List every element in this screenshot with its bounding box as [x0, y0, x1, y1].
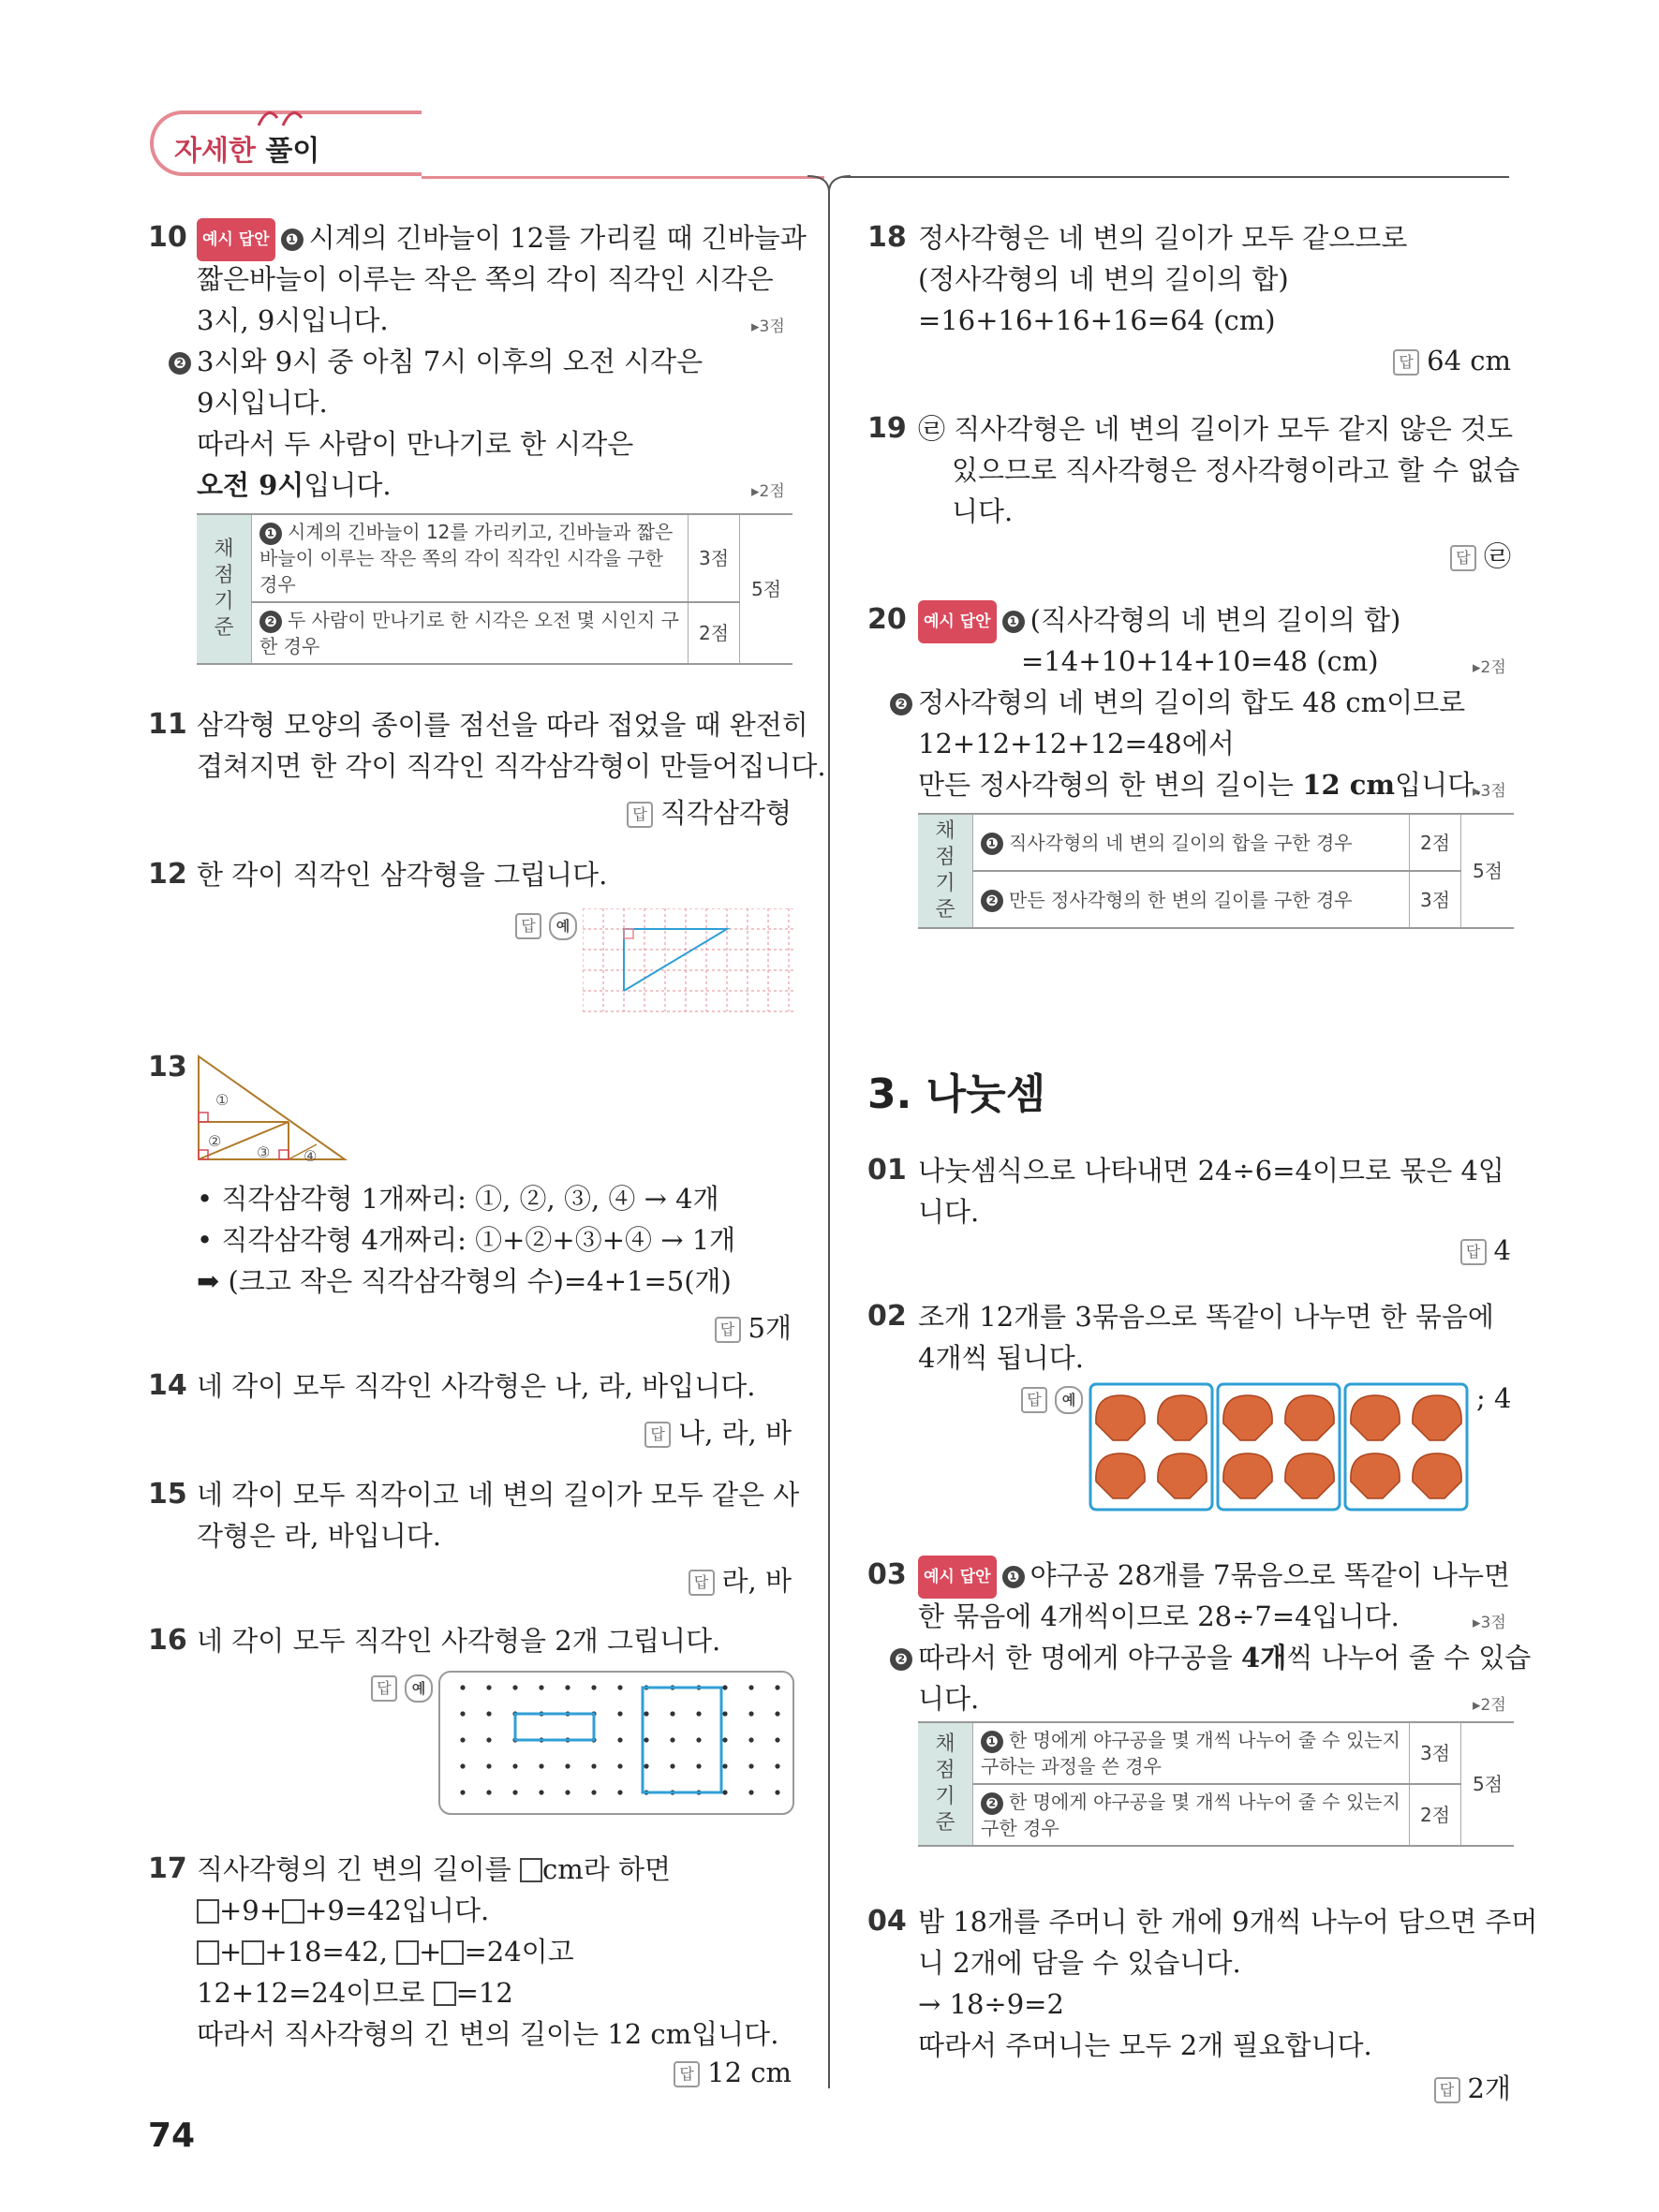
grid-dot: [670, 1711, 674, 1716]
page-number: 74: [148, 2116, 196, 2155]
grid-dot: [460, 1685, 465, 1689]
q15-answer: 답 라, 바: [689, 1560, 792, 1599]
header-decoration-icon: [255, 101, 320, 129]
column-divider: [828, 187, 830, 2088]
grid-dot: [670, 1737, 674, 1742]
grid-dot: [460, 1737, 465, 1742]
q17-line3: + +18=42, + =24이고: [197, 1931, 574, 1972]
question-number: 16: [148, 1624, 187, 1657]
fig-label-2: ②: [208, 1132, 222, 1150]
question-number: 10: [148, 221, 187, 254]
example-answer-tag: 예시 답안: [918, 600, 997, 643]
grid-dot: [512, 1790, 517, 1794]
grid-dot: [748, 1737, 753, 1742]
q17-answer: 답 12 cm: [674, 2057, 792, 2088]
q16-dot-grid: [438, 1671, 794, 1815]
fig-label-4: ④: [304, 1147, 318, 1165]
grid-dot: [617, 1711, 622, 1716]
q20-line3: ❷ 정사각형의 네 변의 길이의 합도 48 cm이므로: [890, 682, 1465, 723]
grid-dot: [748, 1790, 753, 1794]
grid-dot: [539, 1790, 543, 1794]
q19-line3: 니다.: [952, 495, 1014, 527]
question-number: 03: [867, 1558, 907, 1591]
grid-dot: [617, 1790, 622, 1794]
grid-dot: [512, 1685, 517, 1689]
d02-line2: 4개씩 됩니다.: [918, 1342, 1084, 1374]
grid-dot: [591, 1685, 596, 1689]
q10-points1: ▸3점: [751, 317, 785, 336]
question-number: 04: [867, 1905, 907, 1938]
q10-line5: 9시입니다.: [197, 387, 328, 419]
question-number: 02: [867, 1300, 907, 1333]
grid-dot: [486, 1737, 491, 1742]
d02-shell-groups: [1089, 1382, 1473, 1513]
q14-line1: 네 각이 모두 직각인 사각형은 나, 라, 바입니다.: [197, 1370, 756, 1402]
grid-dot: [486, 1685, 491, 1689]
q18-answer: 답 64 cm: [1393, 345, 1511, 376]
grid-dot: [565, 1685, 570, 1689]
example-answer-tag: 예시 답안: [197, 218, 275, 261]
d04-answer: 답 2개: [1434, 2068, 1511, 2106]
q20-line5: 만든 정사각형의 한 변의 길이는 12 cm입니다.: [918, 769, 1483, 801]
q13-triangle-figure: [195, 1053, 350, 1165]
q16-line1: 네 각이 모두 직각인 사각형을 2개 그립니다.: [197, 1625, 721, 1657]
q10-line2: 짧은바늘이 이루는 작은 쪽의 각이 직각인 시각은: [197, 263, 774, 295]
q17-line4: 12+12=24이므로 =12: [197, 1977, 513, 2009]
chapter-title: 3. 나눗셈: [867, 1070, 1046, 1118]
criteria-label: 채점 기준: [918, 814, 973, 928]
d02-answer: ; 4: [1476, 1382, 1512, 1414]
q10-line7: 오전 9시입니다.: [197, 469, 392, 501]
question-number: 15: [148, 1478, 187, 1511]
grid-dot: [722, 1685, 727, 1689]
q20-line1: 예시 답안 ❶ (직사각형의 네 변의 길이의 합): [918, 599, 1400, 643]
question-number: 12: [148, 858, 187, 891]
fig-label-3: ③: [257, 1143, 271, 1161]
d02-answer-label: 답 예: [1021, 1382, 1083, 1414]
d01-line2: 니다.: [918, 1196, 980, 1228]
q10-line1: 예시 답안 ❶ 시계의 긴바늘이 12를 가리킬 때 긴바늘과: [197, 217, 807, 261]
question-number: 01: [867, 1154, 907, 1187]
d03-points1: ▸3점: [1473, 1614, 1506, 1632]
shell-icon: [1223, 1395, 1272, 1440]
grid-dot: [539, 1685, 543, 1689]
question-number: 17: [148, 1852, 187, 1885]
shell-icon: [1413, 1453, 1461, 1498]
question-number: 14: [148, 1369, 187, 1402]
grid-dot: [644, 1711, 648, 1716]
d03-line1: 예시 답안 ❶ 야구공 28개를 7묶음으로 똑같이 나누면: [918, 1555, 1510, 1599]
grid-dot: [775, 1685, 779, 1689]
grid-dot: [644, 1763, 648, 1768]
grid-dot: [617, 1763, 622, 1768]
grid-dot: [775, 1790, 779, 1794]
q14-answer: 답 나, 라, 바: [644, 1412, 792, 1451]
q11-line1: 삼각형 모양의 종이를 점선을 따라 접었을 때 완전히: [197, 709, 808, 741]
grid-dot: [617, 1685, 622, 1689]
q17-line5: 따라서 직사각형의 긴 변의 길이는 12 cm입니다.: [197, 2018, 779, 2050]
shell-icon: [1158, 1453, 1207, 1498]
shell-icon: [1285, 1395, 1334, 1440]
grid-dot: [486, 1763, 491, 1768]
shell-icon: [1223, 1453, 1272, 1498]
q19-line2: 있으므로 직사각형은 정사각형이라고 할 수 없습: [952, 454, 1520, 486]
question-number: 13: [148, 1051, 187, 1084]
example-answer-tag: 예시 답안: [918, 1556, 997, 1599]
q12-grid-triangle: [583, 908, 794, 1013]
shell-icon: [1413, 1395, 1461, 1440]
d04-line4: 따라서 주머니는 모두 2개 필요합니다.: [918, 2029, 1372, 2061]
grid-dot: [722, 1790, 727, 1794]
question-number: 11: [148, 708, 187, 741]
q18-line1: 정사각형은 네 변의 길이가 모두 같으므로: [918, 222, 1408, 254]
grid-dot: [591, 1763, 596, 1768]
grid-dot: [644, 1737, 648, 1742]
d03-points2: ▸2점: [1473, 1696, 1506, 1715]
d04-line3: → 18÷9=2: [918, 1988, 1064, 2020]
header-rule: [422, 176, 824, 179]
q10-points2: ▸2점: [751, 482, 785, 501]
grid-dot: [722, 1737, 727, 1742]
criteria-label: 채점 기준: [197, 514, 252, 664]
shell-icon: [1351, 1453, 1400, 1498]
q20-points1: ▸2점: [1473, 658, 1506, 677]
grid-dot: [460, 1763, 465, 1768]
question-number: 18: [867, 221, 907, 254]
shell-icon: [1285, 1453, 1334, 1498]
d04-line2: 니 2개에 담을 수 있습니다.: [918, 1947, 1241, 1979]
d03-line2: 한 묶음에 4개씩이므로 28÷7=4입니다.: [918, 1600, 1400, 1632]
q10-line6: 따라서 두 사람이 만나기로 한 시각은: [197, 428, 634, 460]
q13-answer: 답 5개: [715, 1307, 792, 1346]
shell-icon: [1096, 1395, 1145, 1440]
grid-dot: [512, 1763, 517, 1768]
fig-label-1: ①: [215, 1091, 230, 1109]
q20-line2: =14+10+14+10=48 (cm): [1021, 645, 1379, 677]
d01-answer: 답 4: [1460, 1234, 1511, 1266]
d02-line1: 조개 12개를 3묶음으로 똑같이 나누면 한 묶음에: [918, 1301, 1494, 1333]
grid-dot: [748, 1763, 753, 1768]
q13-bullet2: • 직각삼각형 4개짜리: ①+②+③+④ → 1개: [197, 1224, 736, 1256]
q17-line2: +9+ +9=42입니다.: [197, 1890, 489, 1931]
grid-dot: [748, 1711, 753, 1716]
q19-answer: 답 ㉣: [1450, 536, 1511, 574]
d04-line1: 밤 18개를 주머니 한 개에 9개씩 나누어 담으면 주머: [918, 1906, 1538, 1938]
q12-line1: 한 각이 직각인 삼각형을 그립니다.: [197, 859, 608, 891]
grid-dot: [565, 1763, 570, 1768]
q10-criteria-table: 채점 기준 ❶ 시계의 긴바늘이 12를 가리키고, 긴바늘과 짧은 바늘이 이루는 작은 쪽의 각이 직각인 시각을 구한 경우 3점 5점 ❷ 두 사람이 만나기로 한 시각은 오전 몇 시인지 구 한 경우 2점: [197, 513, 792, 665]
grid-dot: [696, 1763, 701, 1768]
q12-answer-label: 답 예: [515, 908, 577, 940]
question-number: 20: [867, 603, 907, 636]
grid-dot: [460, 1790, 465, 1794]
q10-line3: 3시, 9시입니다.: [197, 304, 389, 336]
grid-dot: [486, 1711, 491, 1716]
q17-line1: 직사각형의 긴 변의 길이를 cm라 하면: [197, 1853, 672, 1885]
grid-dot: [565, 1790, 570, 1794]
grid-dot: [775, 1763, 779, 1768]
grid-dot: [670, 1763, 674, 1768]
shell-icon: [1351, 1395, 1400, 1440]
q11-line2: 겹쳐지면 한 각이 직각인 직각삼각형이 만들어집니다.: [197, 750, 826, 782]
grid-dot: [696, 1711, 701, 1716]
d03-criteria-table: 채점 기준 ❶ 한 명에게 야구공을 몇 개씩 나누어 줄 수 있는지 구하는 과정을 쓴 경우 3점 5점 ❷ 한 명에게 야구공을 몇 개씩 나누어 줄 수 있는지 구한 경우 2점: [918, 1721, 1514, 1847]
q10-line4: ❷ 3시와 9시 중 아침 7시 이후의 오전 시각은: [169, 341, 703, 382]
grid-dot: [775, 1711, 779, 1716]
shell-icon: [1096, 1453, 1145, 1498]
criteria-label: 채점 기준: [918, 1722, 973, 1846]
grid-dot: [722, 1711, 727, 1716]
grid-dot: [591, 1790, 596, 1794]
grid-dot: [722, 1763, 727, 1768]
q13-bullet3: ➡ (크고 작은 직각삼각형의 수)=4+1=5(개): [197, 1265, 732, 1297]
q15-line2: 각형은 라, 바입니다.: [197, 1520, 441, 1552]
q11-answer: 답 직각삼각형: [627, 792, 792, 831]
question-number: 19: [867, 412, 907, 445]
grid-dot: [775, 1737, 779, 1742]
d03-line3: ❷ 따라서 한 명에게 야구공을 4개씩 나누어 줄 수 있습: [890, 1637, 1531, 1678]
grid-dot: [460, 1711, 465, 1716]
q16-answer-label: 답 예: [371, 1671, 433, 1703]
q20-line4: 12+12+12+12=48에서: [918, 728, 1235, 759]
grid-dot: [748, 1685, 753, 1689]
grid-dot: [539, 1763, 543, 1768]
header-title: 자세한 풀이: [174, 135, 320, 168]
header-rule-right: [841, 176, 1509, 178]
d03-line4: 니다.: [918, 1683, 980, 1715]
q18-line2: (정사각형의 네 변의 길이의 합): [918, 263, 1289, 295]
grid-dot: [486, 1790, 491, 1794]
shell-icon: [1158, 1395, 1207, 1440]
q15-line1: 네 각이 모두 직각이고 네 변의 길이가 모두 같은 사: [197, 1479, 800, 1511]
q18-line3: =16+16+16+16=64 (cm): [918, 304, 1276, 336]
d01-line1: 나눗셈식으로 나타내면 24÷6=4이므로 몫은 4입: [918, 1155, 1504, 1187]
q20-points2: ▸3점: [1473, 782, 1506, 801]
q20-criteria-table: 채점 기준 ❶ 직사각형의 네 변의 길이의 합을 구한 경우 2점 5점 ❷ 만든 정사각형의 한 변의 길이를 구한 경우 3점: [918, 813, 1514, 929]
grid-dot: [696, 1737, 701, 1742]
grid-dot: [617, 1737, 622, 1742]
q13-bullet1: • 직각삼각형 1개짜리: ①, ②, ③, ④ → 4개: [197, 1183, 719, 1215]
q19-line1: ㉣ 직사각형은 네 변의 길이가 모두 같지 않은 것도: [918, 413, 1514, 445]
